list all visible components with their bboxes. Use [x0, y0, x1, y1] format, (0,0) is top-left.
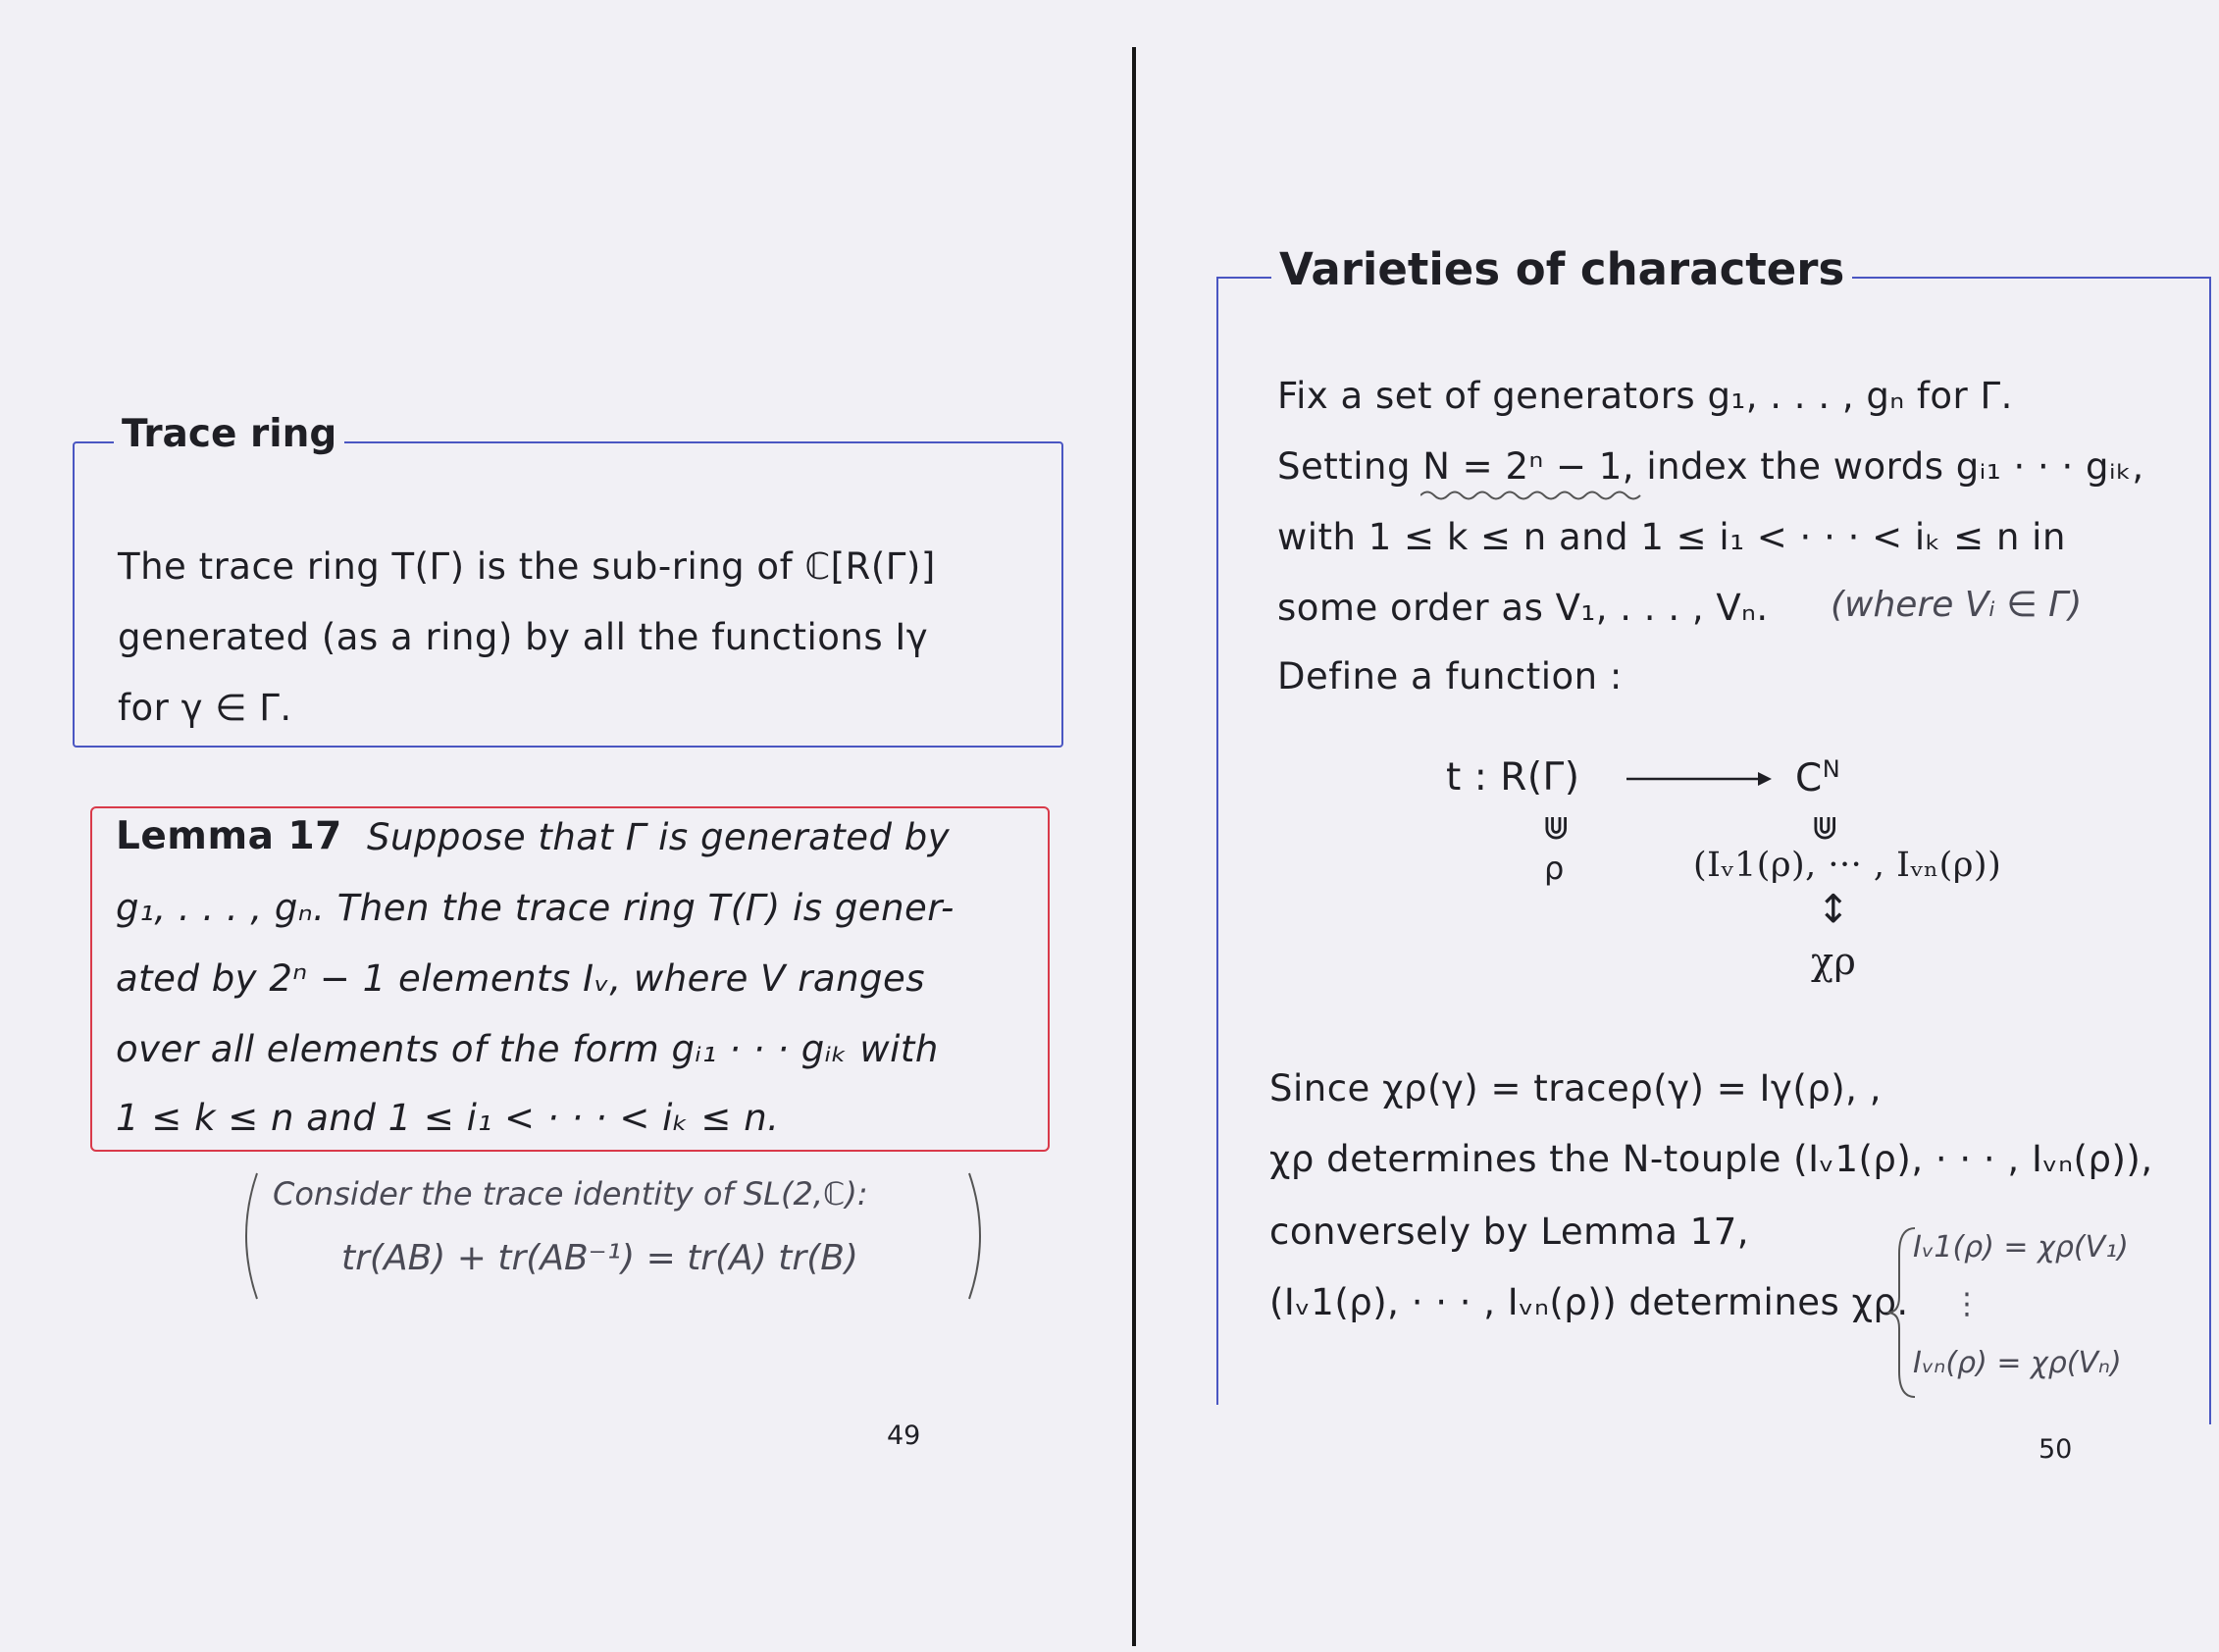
diagram-rho: ρ — [1544, 850, 1565, 887]
page-divider — [1132, 47, 1136, 1646]
lemma-line-2: g₁, . . . , gₙ. Then the trace ring T(Γ) is gener- — [116, 887, 955, 929]
lemma-label: Lemma 17 — [116, 814, 342, 858]
section-box-right-line — [2209, 277, 2211, 1424]
diagram-map-label: t : R(Γ) — [1446, 755, 1580, 800]
brace-note-line-3: Iᵥₙ(ρ) = χρ(Vₙ) — [1913, 1346, 2122, 1380]
diagram-tuple: (Iᵥ1(ρ), ··· , Iᵥₙ(ρ)) — [1693, 846, 2002, 885]
trace-ring-line-3: for γ ∈ Γ. — [118, 687, 292, 729]
brace-note-line-2: ⋮ — [1952, 1287, 1982, 1321]
para-note-where: (where Vᵢ ∈ Γ) — [1831, 585, 2083, 625]
lemma-line-1: Suppose that Γ is generated by — [367, 816, 951, 858]
diagram-target — [1795, 755, 1840, 800]
handwritten-note-line-1: Consider the trace identity of SL(2,ℂ): — [273, 1175, 868, 1213]
section-title: Varieties of characters — [1271, 243, 1852, 295]
para-line-3: with 1 ≤ k ≤ n and 1 ≤ i₁ < · · · < iₖ ≤ n in — [1277, 516, 2066, 558]
diagram-chi: χρ — [1811, 940, 1857, 983]
handwritten-note-line-2: tr(AB) + tr(AB⁻¹) = tr(A) tr(B) — [341, 1238, 858, 1278]
lemma-line-3: ated by 2ⁿ − 1 elements Iᵥ, where V ranges — [116, 957, 926, 1000]
para-line-4: some order as V₁, . . . , Vₙ. — [1277, 587, 1769, 629]
para-line-1: Fix a set of generators g₁, . . . , gₙ for Γ. — [1277, 375, 2013, 417]
page-number-left: 49 — [887, 1420, 921, 1451]
wavy-underline — [1420, 489, 1642, 502]
diagram-ni-right: ⋓ — [1811, 808, 1839, 848]
brace-note-line-1: Iᵥ1(ρ) = χρ(V₁) — [1913, 1230, 2129, 1265]
since-line-3: conversely by Lemma 17, — [1269, 1211, 1750, 1253]
diagram-ni-left: ⋓ — [1542, 808, 1571, 848]
lemma-line-4: over all elements of the form gᵢ₁ · · · gᵢₖ with — [116, 1028, 939, 1070]
para-line-5: Define a function : — [1277, 655, 1623, 697]
since-line-1: Since χρ(γ) = traceρ(γ) = Iγ(ρ), , — [1269, 1067, 1882, 1110]
para-line-2: Setting N = 2ⁿ − 1, index the words gᵢ₁ · · · gᵢₖ, — [1277, 445, 2144, 488]
page-number-right: 50 — [2038, 1434, 2073, 1465]
trace-ring-line-1: The trace ring T(Γ) is the sub-ring of ℂ[R(Γ)] — [118, 545, 936, 588]
trace-ring-line-2: generated (as a ring) by all the functions Iγ — [118, 616, 929, 658]
section-box-left-line — [1216, 277, 1218, 1405]
right-page — [1138, 0, 2219, 1652]
trace-ring-title: Trace ring — [114, 412, 344, 456]
diagram-target-sup: N — [1822, 755, 1841, 783]
lemma-line-5: 1 ≤ k ≤ n and 1 ≤ i₁ < · · · < iₖ ≤ n. — [116, 1097, 780, 1139]
diagram-target-base: C — [1795, 756, 1823, 800]
diagram-updown-arrow: ↕ — [1817, 887, 1851, 932]
since-line-4: (Iᵥ1(ρ), · · · , Iᵥₙ(ρ)) determines χρ. — [1269, 1281, 1909, 1323]
diagram-arrow — [1626, 767, 1774, 791]
since-line-2: χρ determines the N-touple (Iᵥ1(ρ), · · · , Iᵥₙ(ρ)), — [1269, 1138, 2153, 1180]
